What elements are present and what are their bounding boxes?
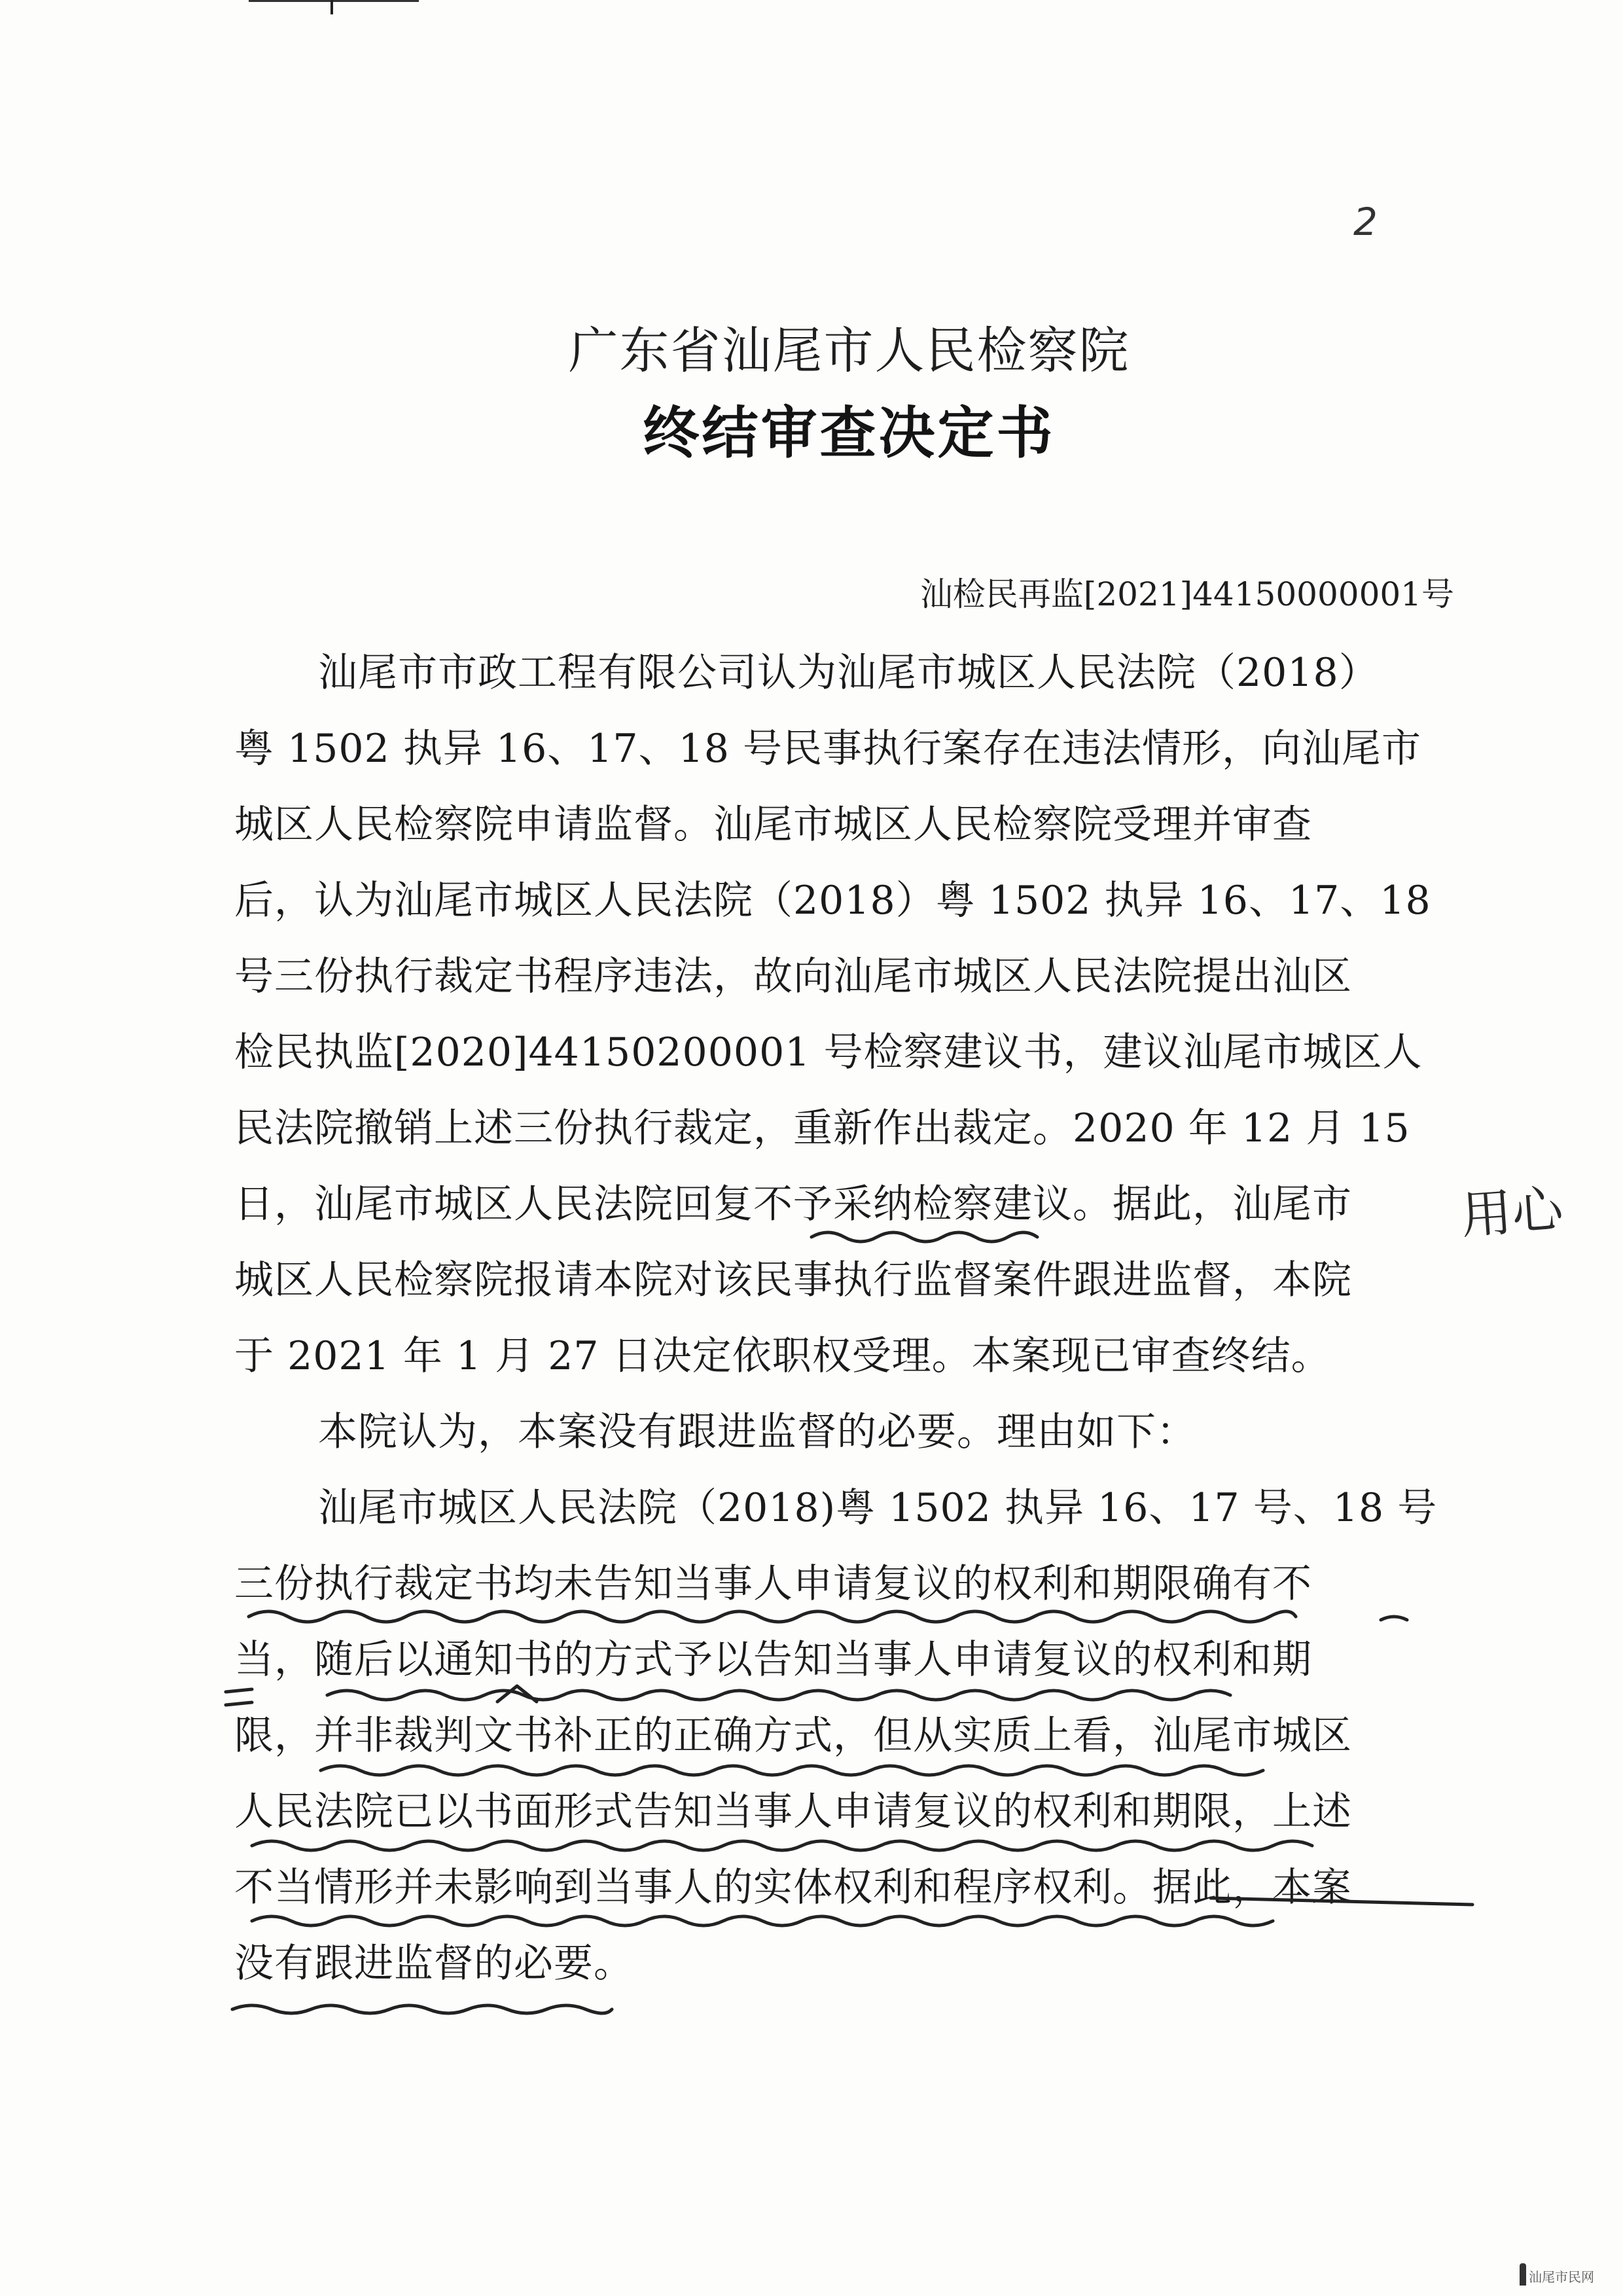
body-line: 检民执监[2020]44150200001 号检察建议书，建议汕尾市城区人 — [234, 1030, 1423, 1075]
organization-title: 广东省汕尾市人民检察院 — [568, 321, 1130, 380]
watermark-text: 汕尾市民网 — [1529, 2269, 1594, 2285]
document-title: 终结审查决定书 — [643, 401, 1056, 466]
body-line: 粤 1502 执异 16、17、18 号民事执行案存在违法情形，向汕尾市 — [234, 726, 1422, 772]
watermark-figure-icon — [1520, 2263, 1526, 2286]
body-line: 当，随后以通知书的方式予以告知当事人申请复议的权利和期 — [234, 1637, 1312, 1683]
site-watermark — [1520, 2263, 1594, 2286]
body-line: 本院认为，本案没有跟进监督的必要。理由如下： — [318, 1409, 1196, 1455]
body-line: 于 2021 年 1 月 27 日决定依职权受理。本案现已审查终结。 — [234, 1333, 1331, 1379]
body-line: 后，认为汕尾市城区人民法院（2018）粤 1502 执异 16、17、18 — [234, 878, 1431, 924]
body-line: 日，汕尾市城区人民法院回复不予采纳检察建议。据此，汕尾市 — [234, 1181, 1352, 1227]
body-line: 三份执行裁定书均未告知当事人申请复议的权利和期限确有不 — [234, 1561, 1312, 1607]
body-line: 不当情形并未影响到当事人的实体权利和程序权利。据此，本案 — [234, 1865, 1352, 1910]
body-line: 汕尾市市政工程有限公司认为汕尾市城区人民法院（2018） — [318, 650, 1379, 696]
body-line: 城区人民检察院报请本院对该民事执行监督案件跟进监督，本院 — [234, 1257, 1352, 1303]
body-line: 汕尾市城区人民法院（2018)粤 1502 执异 16、17 号、18 号 — [318, 1485, 1438, 1531]
scan-edge-tick — [330, 0, 333, 14]
scan-edge-mark — [249, 0, 419, 2]
handwritten-margin-note: 用心 — [1459, 1179, 1565, 1246]
handwritten-page-number: 2 — [1353, 200, 1378, 244]
body-line: 号三份执行裁定书程序违法，故向汕尾市城区人民法院提出汕区 — [234, 954, 1352, 999]
body-line: 限，并非裁判文书补正的正确方式，但从实质上看，汕尾市城区 — [234, 1713, 1352, 1759]
document-number: 汕检民再监[2021]44150000001号 — [919, 575, 1454, 613]
body-line: 城区人民检察院申请监督。汕尾市城区人民检察院受理并审查 — [234, 802, 1312, 848]
wavy-underline — [232, 2005, 612, 2013]
body-line: 没有跟进监督的必要。 — [234, 1941, 633, 1986]
document-body — [234, 635, 1465, 2001]
body-line: 民法院撤销上述三份执行裁定，重新作出裁定。2020 年 12 月 15 — [234, 1105, 1410, 1151]
body-line: 人民法院已以书面形式告知当事人申请复议的权利和期限，上述 — [234, 1789, 1352, 1835]
